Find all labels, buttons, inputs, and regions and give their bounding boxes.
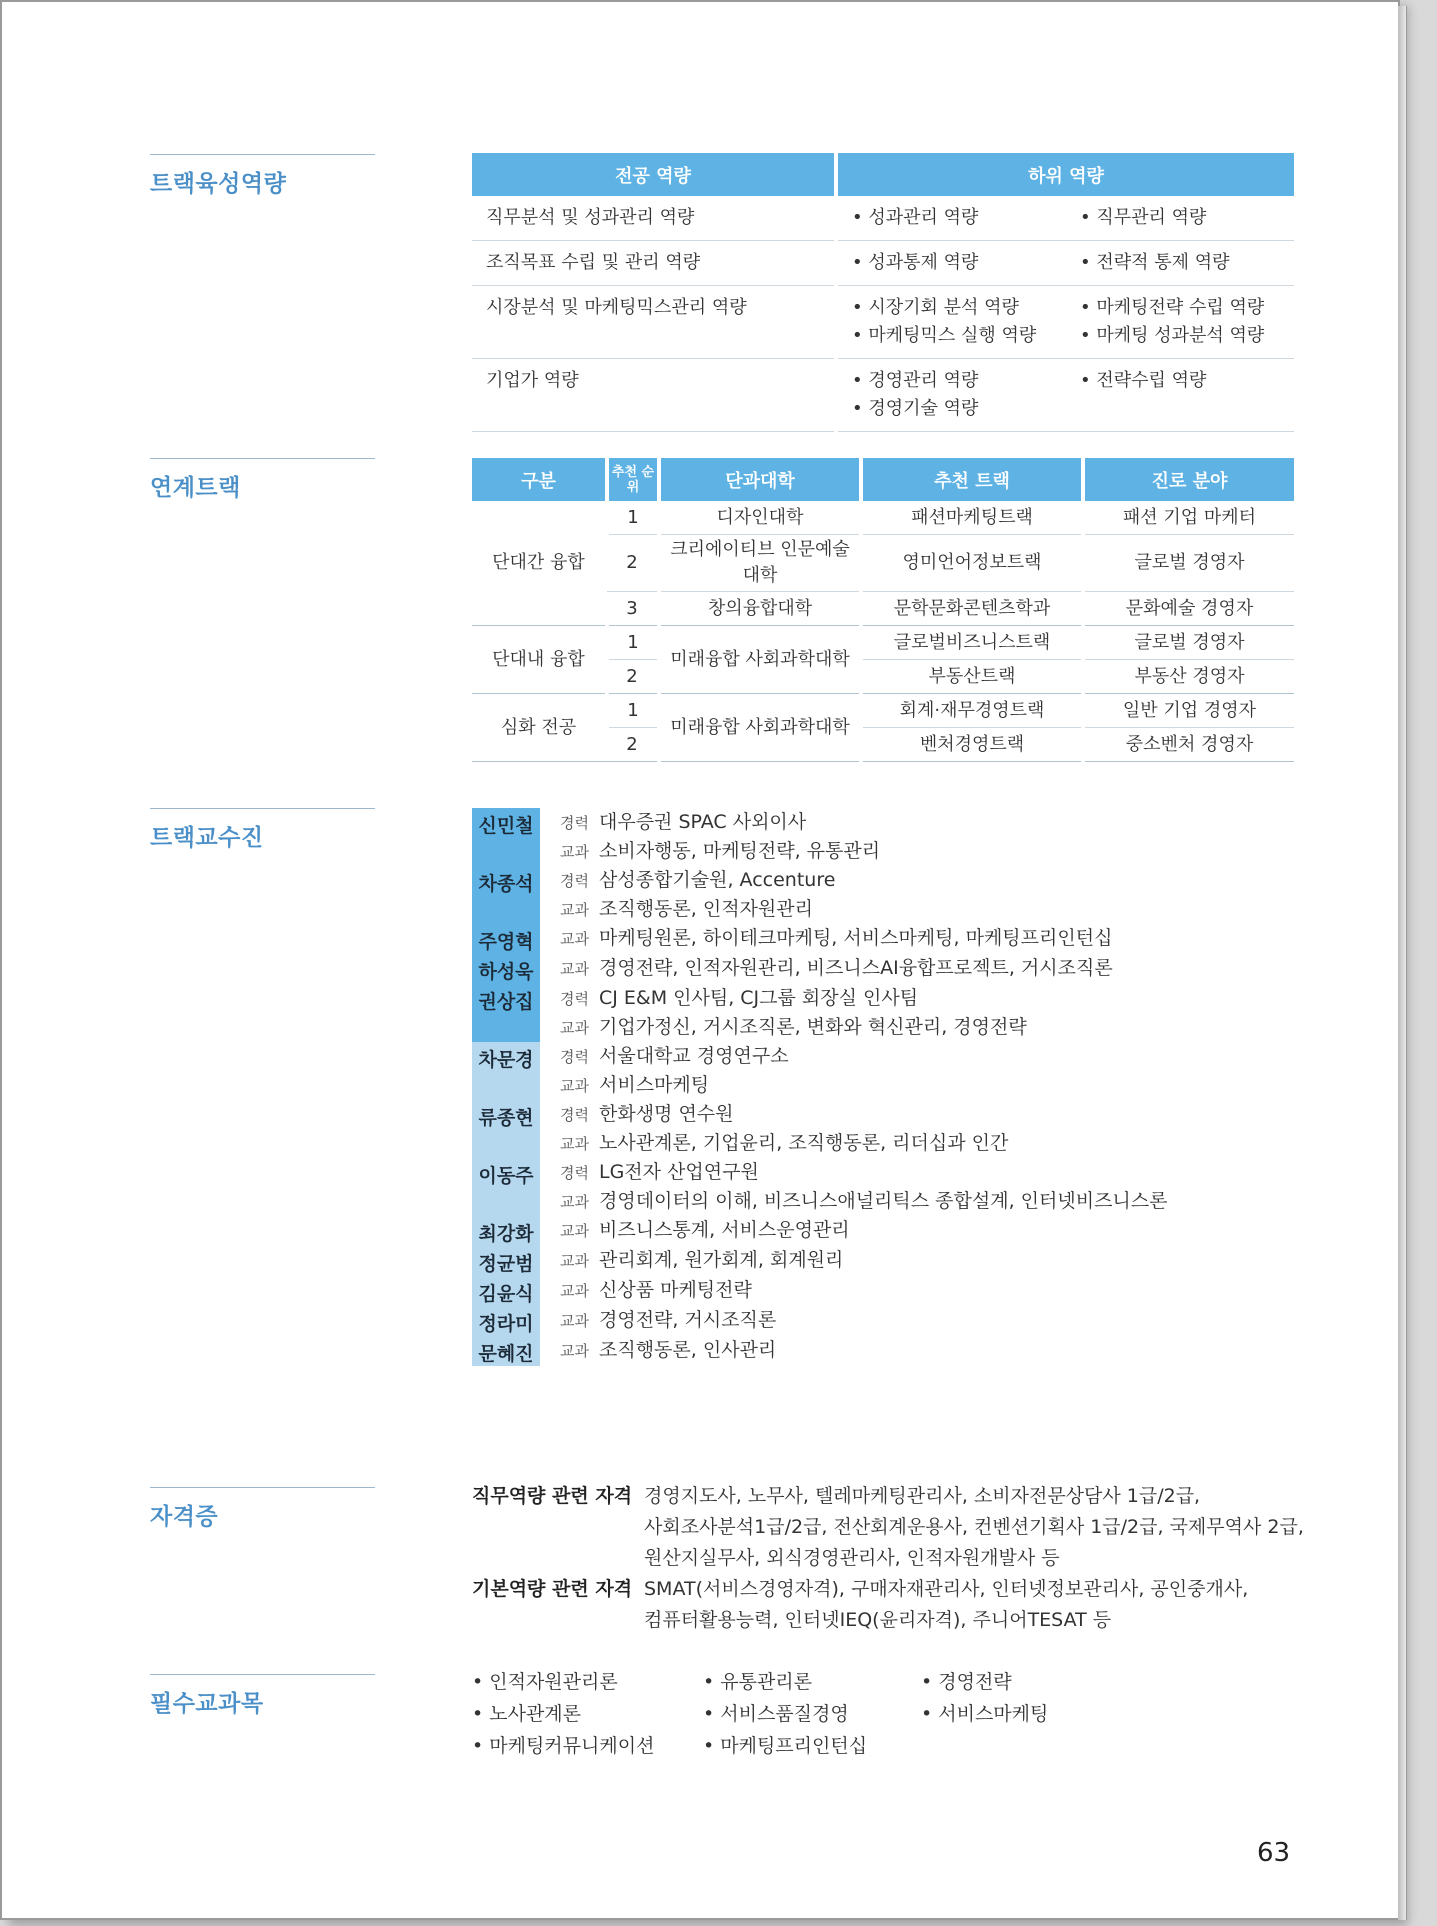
- section-title-faculty: 트랙교수진: [150, 808, 375, 852]
- sub-competency-item: • 경영관리 역량: [852, 370, 979, 391]
- header-sub-competency: 하위 역량: [836, 153, 1294, 196]
- track-cell: 벤처경영트랙: [861, 728, 1083, 762]
- career-text: CJ E&M 인사팀, CJ그룹 회장실 인사팀: [598, 987, 919, 1009]
- course-tag: 교과: [560, 901, 589, 919]
- course-text: 경영전략, 거시조직론: [598, 1309, 777, 1331]
- faculty-entry: [472, 808, 1312, 866]
- college-cell: 크리에이티브 인문예술대학: [659, 535, 861, 592]
- header-major-competency: 전공 역량: [472, 153, 836, 196]
- faculty-entry: [472, 1306, 1312, 1336]
- faculty-name: 최강화: [472, 1216, 540, 1246]
- certificate-entry: [472, 1574, 1322, 1636]
- faculty-entry: [472, 1100, 1312, 1158]
- course-text: 노사관계론, 기업윤리, 조직행동론, 리더십과 인간: [598, 1132, 1009, 1154]
- college-cell: 창의융합대학: [659, 592, 861, 626]
- course-text: 조직행동론, 인적자원관리: [598, 898, 813, 920]
- rank-cell: 2: [607, 535, 659, 592]
- sub-competency-item: • 시장기회 분석 역량: [852, 297, 1019, 318]
- group-label: 단대간 융합: [472, 501, 607, 626]
- career-cell: 문화예술 경영자: [1083, 592, 1294, 626]
- career-tag: 경력: [560, 814, 589, 832]
- sub-competency-item: • 전략수립 역량: [1080, 370, 1207, 391]
- list-item: [921, 1730, 1172, 1762]
- list-item: • 마케팅커뮤니케이션: [472, 1735, 655, 1757]
- header-career-field: 진로 분야: [1083, 458, 1294, 501]
- course-tag: 교과: [560, 1077, 589, 1095]
- faculty-entry: [472, 1158, 1312, 1216]
- table-row: [472, 359, 1294, 432]
- list-item: • 경영전략: [921, 1671, 1012, 1693]
- sub-competency-item: • 성과통제 역량: [852, 252, 979, 273]
- faculty-name: 주영혁: [472, 924, 540, 954]
- certificate-line: 사회조사분석1급/2급, 전산회계운용사, 컨벤션기획사 1급/2급, 국제무역사 2급,: [644, 1516, 1304, 1538]
- certificate-line: 컴퓨터활용능력, 인터넷IEQ(윤리자격), 주니어TESAT 등: [644, 1609, 1112, 1631]
- career-cell: 일반 기업 경영자: [1083, 694, 1294, 728]
- track-cell: 문학문화콘텐츠학과: [861, 592, 1083, 626]
- faculty-list: [472, 808, 1312, 1366]
- course-tag: 교과: [560, 1252, 589, 1270]
- table-row: [472, 196, 1294, 241]
- certificate-line: SMAT(서비스경영자격), 구매자재관리사, 인터넷정보관리사, 공인중개사,: [644, 1578, 1249, 1600]
- section-title-linked-track: 연계트랙: [150, 458, 375, 502]
- course-tag: 교과: [560, 843, 589, 861]
- career-cell: 글로벌 경영자: [1083, 535, 1294, 592]
- track-cell: 영미언어정보트랙: [861, 535, 1083, 592]
- table-row: [472, 626, 1294, 660]
- course-tag: 교과: [560, 1135, 589, 1153]
- track-cell: 부동산트랙: [861, 660, 1083, 694]
- course-tag: 교과: [560, 1193, 589, 1211]
- sub-competency-item: • 마케팅 성과분석 역량: [1080, 325, 1265, 346]
- course-tag: 교과: [560, 1019, 589, 1037]
- track-cell: 글로벌비즈니스트랙: [861, 626, 1083, 660]
- major-competency-cell: 조직목표 수립 및 관리 역량: [472, 241, 836, 286]
- group-label: 단대내 융합: [472, 626, 607, 694]
- career-tag: 경력: [560, 1164, 589, 1182]
- faculty-entry: [472, 954, 1312, 984]
- college-cell: 미래융합 사회과학대학: [659, 694, 861, 762]
- career-tag: 경력: [560, 872, 589, 890]
- faculty-entry: [472, 1336, 1312, 1366]
- sub-competency-item: [1080, 395, 1280, 423]
- course-text: 경영전략, 인적자원관리, 비즈니스AI융합프로젝트, 거시조직론: [598, 957, 1113, 979]
- certificate-category: 직무역량 관련 자격: [472, 1485, 633, 1507]
- career-tag: 경력: [560, 990, 589, 1008]
- career-tag: 경력: [560, 1106, 589, 1124]
- course-tag: 교과: [560, 960, 589, 978]
- sub-competency-item: • 경영기술 역량: [852, 398, 979, 419]
- header-recommend-rank: 추천 순위: [607, 458, 659, 501]
- linked-track-table: [472, 458, 1294, 762]
- section-title-certificates: 자격증: [150, 1487, 375, 1531]
- faculty-name: 이동주: [472, 1158, 540, 1216]
- certificate-line: 경영지도사, 노무사, 텔레마케팅관리사, 소비자전문상담사 1급/2급,: [644, 1485, 1201, 1507]
- table-row: [472, 286, 1294, 359]
- faculty-name: 차문경: [472, 1042, 540, 1100]
- faculty-name: 류종현: [472, 1100, 540, 1158]
- sub-competency-item: • 성과관리 역량: [852, 207, 979, 228]
- section-title-competency: 트랙육성역량: [150, 154, 375, 198]
- sub-competency-item: • 마케팅전략 수립 역량: [1080, 297, 1265, 318]
- track-cell: 패션마케팅트랙: [861, 501, 1083, 535]
- career-text: 대우증권 SPAC 사외이사: [598, 811, 807, 833]
- career-text: 서울대학교 경영연구소: [598, 1045, 789, 1067]
- faculty-entry: [472, 924, 1312, 954]
- course-tag: 교과: [560, 930, 589, 948]
- faculty-entry: [472, 866, 1312, 924]
- faculty-name: 하성욱: [472, 954, 540, 984]
- page-number: 63: [1257, 1838, 1291, 1868]
- sub-competency-item: • 직무관리 역량: [1080, 207, 1207, 228]
- list-item: • 유통관리론: [703, 1671, 813, 1693]
- faculty-name: 신민철: [472, 808, 540, 866]
- course-text: 경영데이터의 이해, 비즈니스애널리틱스 종합설계, 인터넷비즈니스론: [598, 1190, 1168, 1212]
- career-cell: 글로벌 경영자: [1083, 626, 1294, 660]
- career-text: 삼성종합기술원, Accenture: [598, 869, 836, 891]
- career-text: LG전자 산업연구원: [598, 1161, 759, 1183]
- table-row: [472, 501, 1294, 535]
- group-label: 심화 전공: [472, 694, 607, 762]
- faculty-entry: [472, 1246, 1312, 1276]
- certificate-entry: [472, 1481, 1322, 1574]
- list-item: • 인적자원관리론: [472, 1671, 618, 1693]
- college-cell: 미래융합 사회과학대학: [659, 626, 861, 694]
- rank-cell: 2: [607, 728, 659, 762]
- career-cell: 중소벤처 경영자: [1083, 728, 1294, 762]
- course-text: 비즈니스통계, 서비스운영관리: [598, 1219, 850, 1241]
- rank-cell: 3: [607, 592, 659, 626]
- course-text: 소비자행동, 마케팅전략, 유통관리: [598, 840, 881, 862]
- list-item: • 서비스마케팅: [921, 1703, 1049, 1725]
- certificate-list: [472, 1481, 1322, 1636]
- required-course-list: [472, 1666, 1172, 1762]
- course-tag: 교과: [560, 1282, 589, 1300]
- faculty-name: 정균범: [472, 1246, 540, 1276]
- table-row: [472, 694, 1294, 728]
- career-cell: 패션 기업 마케터: [1083, 501, 1294, 535]
- rank-cell: 1: [607, 694, 659, 728]
- header-college: 단과대학: [659, 458, 861, 501]
- career-tag: 경력: [560, 1048, 589, 1066]
- major-competency-cell: 시장분석 및 마케팅믹스관리 역량: [472, 286, 836, 359]
- rank-cell: 1: [607, 501, 659, 535]
- section-title-required-courses: 필수교과목: [150, 1674, 375, 1718]
- course-text: 조직행동론, 인사관리: [598, 1339, 777, 1361]
- faculty-entry: [472, 1042, 1312, 1100]
- competency-table: [472, 153, 1294, 432]
- major-competency-cell: 기업가 역량: [472, 359, 836, 432]
- faculty-name: 권상집: [472, 984, 540, 1042]
- career-text: 한화생명 연수원: [598, 1103, 734, 1125]
- rank-cell: 2: [607, 660, 659, 694]
- career-cell: 부동산 경영자: [1083, 660, 1294, 694]
- list-item: • 노사관계론: [472, 1703, 582, 1725]
- course-text: 관리회계, 원가회계, 회계원리: [598, 1249, 844, 1271]
- course-text: 신상품 마케팅전략: [598, 1279, 752, 1301]
- college-cell: 디자인대학: [659, 501, 861, 535]
- course-tag: 교과: [560, 1222, 589, 1240]
- list-item: • 마케팅프리인턴십: [703, 1735, 868, 1757]
- sub-competency-item: • 마케팅믹스 실행 역량: [852, 325, 1037, 346]
- faculty-entry: [472, 1216, 1312, 1246]
- faculty-entry: [472, 1276, 1312, 1306]
- page-stack-edge: [1398, 6, 1407, 1920]
- course-text: 마케팅원론, 하이테크마케팅, 서비스마케팅, 마케팅프리인턴십: [598, 927, 1113, 949]
- track-cell: 회계·재무경영트랙: [861, 694, 1083, 728]
- faculty-entry: [472, 984, 1312, 1042]
- course-tag: 교과: [560, 1312, 589, 1330]
- rank-cell: 1: [607, 626, 659, 660]
- faculty-name: 문혜진: [472, 1336, 540, 1366]
- header-recommend-track: 추천 트랙: [861, 458, 1083, 501]
- sub-competency-item: • 전략적 통제 역량: [1080, 252, 1230, 273]
- faculty-name: 김윤식: [472, 1276, 540, 1306]
- list-item: • 서비스품질경영: [703, 1703, 849, 1725]
- course-text: 서비스마케팅: [598, 1074, 710, 1096]
- course-text: 기업가정신, 거시조직론, 변화와 혁신관리, 경영전략: [598, 1016, 1027, 1038]
- certificate-category: 기본역량 관련 자격: [472, 1578, 633, 1600]
- faculty-name: 정라미: [472, 1306, 540, 1336]
- faculty-name: 차종석: [472, 866, 540, 924]
- header-category: 구분: [472, 458, 607, 501]
- major-competency-cell: 직무분석 및 성과관리 역량: [472, 196, 836, 241]
- course-tag: 교과: [560, 1342, 589, 1360]
- certificate-line: 원산지실무사, 외식경영관리사, 인적자원개발사 등: [644, 1547, 1060, 1569]
- table-row: [472, 241, 1294, 286]
